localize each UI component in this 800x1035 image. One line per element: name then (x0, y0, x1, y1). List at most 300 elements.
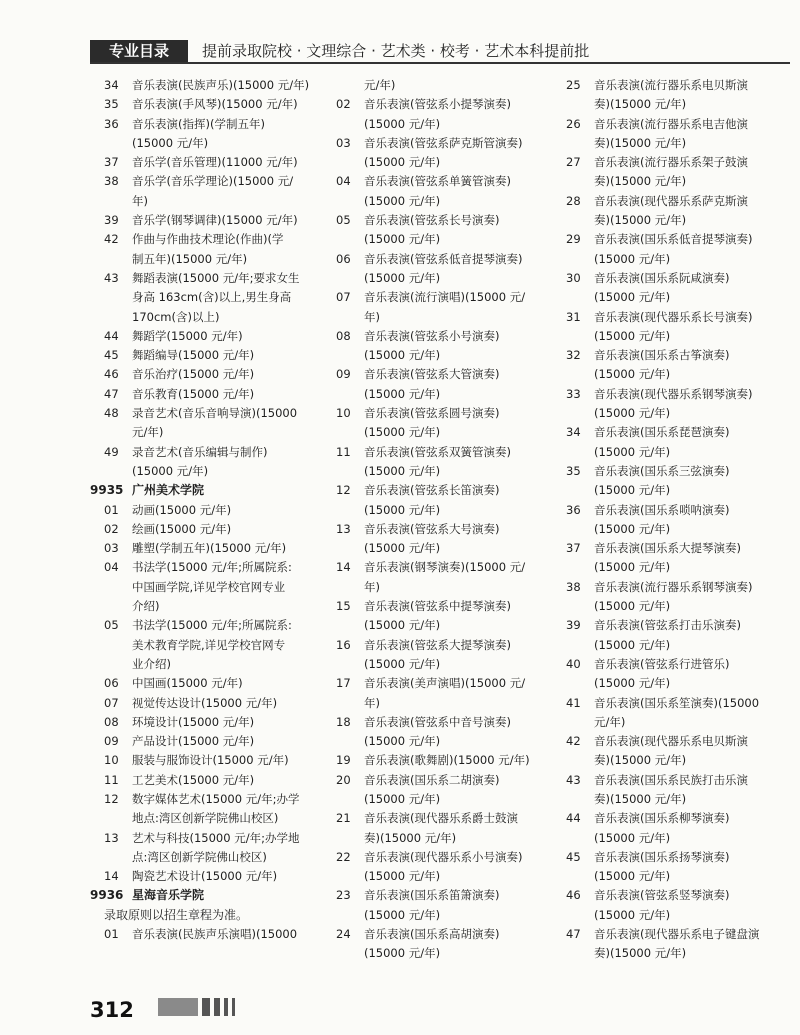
major-text (594, 809, 784, 848)
major-text-line: 音乐表演(国乐系琵琶演奏) (594, 425, 730, 440)
major-text-line: 音乐表演(管弦系大提琴演奏) (364, 637, 511, 652)
major-text-line: 音乐表演(管弦系行进管乐) (594, 656, 730, 671)
major-code: 31 (566, 309, 581, 324)
major-code: 35 (104, 97, 119, 112)
page-number: 312 (90, 998, 134, 1022)
major-text-line: 音乐表演(歌舞剧)(15000 元/年) (364, 753, 530, 768)
major-text-line: 音乐表演(指挥)(学制五年) (132, 116, 265, 131)
major-entry (336, 886, 554, 925)
major-entry (566, 809, 784, 848)
major-text (132, 674, 326, 693)
major-code: 10 (104, 753, 119, 768)
major-entry (104, 443, 326, 482)
major-text-line: 音乐表演(管弦系小提琴演奏) (364, 97, 511, 112)
major-text (132, 443, 326, 482)
major-text-line: 点:湾区创新学院佛山校区) (132, 849, 267, 864)
major-text (594, 694, 784, 733)
major-text-line: (15000 元/年) (594, 637, 671, 652)
major-entry (336, 365, 554, 404)
major-text-line: 奏)(15000 元/年) (594, 791, 687, 806)
major-text-line: 音乐表演(管弦系打击乐演奏) (594, 618, 741, 633)
major-text-line: 音乐表演(手风琴)(15000 元/年) (132, 97, 298, 112)
major-text (364, 520, 554, 559)
major-text (364, 443, 554, 482)
major-code: 38 (566, 579, 581, 594)
major-code: 16 (336, 637, 351, 652)
major-text (364, 597, 554, 636)
major-text (364, 674, 554, 713)
major-text (132, 76, 326, 95)
major-text-line: 元/年) (594, 714, 626, 729)
institution-heading (90, 481, 326, 500)
major-text-line: 音乐表演(现代器乐系爵士鼓演 (364, 811, 518, 826)
major-entry (336, 751, 554, 770)
major-text (364, 365, 554, 404)
major-text-line: 音乐表演(管弦系大管演奏) (364, 367, 500, 382)
major-code: 49 (104, 444, 119, 459)
major-entry (566, 192, 784, 231)
major-text-line: 音乐表演(民族声乐演唱)(15000 (132, 927, 298, 942)
major-text-line: 绘画(15000 元/年) (132, 521, 232, 536)
major-text (594, 578, 784, 617)
major-text (132, 269, 326, 327)
major-text-line: 音乐表演(国乐系阮咸演奏) (594, 270, 730, 285)
footer-bar (202, 998, 210, 1016)
major-text (132, 694, 326, 713)
major-entry (104, 404, 326, 443)
major-code: 47 (104, 386, 119, 401)
major-code: 43 (104, 270, 119, 285)
major-text-line: (15000 元/年) (594, 521, 671, 536)
major-text-line: (15000 元/年) (364, 155, 441, 170)
major-text-line: 环境设计(15000 元/年) (132, 714, 255, 729)
major-code: 36 (104, 116, 119, 131)
major-text (594, 192, 784, 231)
major-text-line: 美术教育学院,详见学校官网专 (132, 637, 286, 652)
major-text-line: (15000 元/年) (364, 348, 441, 363)
major-text-line: 音乐表演(流行器乐系电吉他演 (594, 116, 748, 131)
major-text-line: (15000 元/年) (594, 676, 671, 691)
institution-name: 广州美术学院 (132, 483, 205, 498)
major-code: 15 (336, 599, 351, 614)
major-text-line: 170cm(含)以上) (132, 309, 220, 324)
major-code: 12 (104, 791, 119, 806)
major-text-line: 音乐表演(现代器乐系电贝斯演 (594, 734, 748, 749)
major-code: 17 (336, 676, 351, 691)
major-text (594, 346, 784, 385)
major-code: 01 (104, 502, 119, 517)
major-text-line: 音乐表演(国乐系大提琴演奏) (594, 541, 741, 556)
major-text-line: 制五年)(15000 元/年) (132, 251, 248, 266)
major-entry (104, 501, 326, 520)
major-code: 46 (104, 367, 119, 382)
major-entry (336, 771, 554, 810)
major-text-line: (15000 元/年) (364, 463, 441, 478)
major-text (364, 636, 554, 675)
major-code: 04 (104, 560, 119, 575)
major-code: 41 (566, 695, 581, 710)
major-text-line: 录音艺术(音乐编辑与制作) (132, 444, 268, 459)
major-text-line: 音乐学(音乐学理论)(15000 元/ (132, 174, 294, 189)
major-text (594, 616, 784, 655)
major-text-line: 音乐表演(流行演唱)(15000 元/ (364, 290, 526, 305)
major-text-line: 音乐表演(管弦系长号演奏) (364, 213, 500, 228)
major-text (132, 153, 326, 172)
major-text-line: (15000 元/年) (364, 232, 441, 247)
major-text-line: 艺术与科技(15000 元/年;办学地 (132, 830, 300, 845)
major-entry (336, 713, 554, 752)
major-entry (104, 713, 326, 732)
major-text-line: (15000 元/年) (594, 444, 671, 459)
major-text (132, 501, 326, 520)
major-entry (336, 597, 554, 636)
major-text (132, 520, 326, 539)
major-code: 25 (566, 78, 581, 92)
major-text-line: 中国画(15000 元/年) (132, 676, 243, 691)
page-header (90, 40, 790, 62)
major-text (132, 771, 326, 790)
major-code: 06 (104, 676, 119, 691)
major-text-line: (15000 元/年) (364, 270, 441, 285)
major-text-line: 音乐表演(国乐系笙演奏)(15000 (594, 695, 760, 710)
major-entry (566, 230, 784, 269)
major-text-line: 音乐学(音乐管理)(11000 元/年) (132, 155, 298, 170)
major-text-line: 工艺美术(15000 元/年) (132, 772, 255, 787)
major-text-line: 音乐表演(国乐系三弦演奏) (594, 463, 730, 478)
major-code: 08 (104, 714, 119, 729)
major-text-line: 元/年) (132, 425, 164, 440)
major-text (594, 886, 784, 925)
header-rule (90, 62, 790, 64)
major-text (594, 115, 784, 154)
major-code: 04 (336, 174, 351, 189)
major-text-line: (15000 元/年) (594, 830, 671, 845)
major-text-line: 奏)(15000 元/年) (594, 753, 687, 768)
major-entry (336, 211, 554, 250)
major-text-line: 音乐表演(管弦系中音号演奏) (364, 714, 511, 729)
major-entry (566, 76, 784, 115)
major-entry (104, 76, 326, 95)
major-entry (104, 790, 326, 829)
major-text-line: (15000 元/年) (594, 251, 671, 266)
major-entry (104, 269, 326, 327)
major-text-line: 年) (364, 579, 380, 594)
admission-note: 录取原则以招生章程为准。 (104, 907, 249, 922)
major-entry (104, 925, 326, 944)
major-text (364, 250, 554, 289)
major-text-line: 音乐表演(流行器乐系电贝斯演 (594, 78, 748, 92)
major-code: 14 (104, 869, 119, 884)
major-text-line: 音乐表演(管弦系萨克斯管演奏) (364, 135, 523, 150)
section-tag: 专业目录 (90, 40, 188, 62)
major-entry (566, 771, 784, 810)
major-text-line: (15000 元/年) (364, 907, 441, 922)
major-text-line: 音乐表演(管弦系圆号演奏) (364, 406, 500, 421)
major-text (132, 790, 326, 829)
major-entry (336, 134, 554, 173)
major-code: 13 (104, 830, 119, 845)
major-text-line: 音乐表演(管弦系竖琴演奏) (594, 888, 730, 903)
major-code: 37 (566, 541, 581, 556)
major-code: 44 (566, 811, 581, 826)
major-entry (566, 308, 784, 347)
major-text-line: 音乐表演(管弦系中提琴演奏) (364, 599, 511, 614)
major-entry (104, 616, 326, 674)
major-text-line: 地点:湾区创新学院佛山校区) (132, 811, 279, 826)
major-entry (566, 385, 784, 424)
major-text (132, 346, 326, 365)
major-text (594, 269, 784, 308)
major-text-line: 音乐表演(国乐系笛箫演奏) (364, 888, 500, 903)
page-footer (90, 996, 790, 1026)
major-code: 46 (566, 888, 581, 903)
major-code: 45 (566, 849, 581, 864)
major-text-line: (15000 元/年) (594, 367, 671, 382)
major-text (594, 230, 784, 269)
major-entry (336, 636, 554, 675)
major-entry (566, 694, 784, 733)
major-entry (336, 674, 554, 713)
major-code: 39 (566, 618, 581, 633)
major-text-line: 音乐表演(国乐系古筝演奏) (594, 348, 730, 363)
major-code: 09 (336, 367, 351, 382)
major-text (364, 886, 554, 925)
major-entry (566, 153, 784, 192)
major-code: 28 (566, 193, 581, 208)
major-text-line: 奏)(15000 元/年) (594, 135, 687, 150)
major-text (364, 288, 554, 327)
major-code: 37 (104, 155, 119, 170)
major-code: 40 (566, 656, 581, 671)
major-text-line: 音乐表演(国乐系二胡演奏) (364, 772, 500, 787)
major-text (132, 539, 326, 558)
major-text-line: (15000 元/年) (594, 869, 671, 884)
major-text-line: (15000 元/年) (594, 560, 671, 575)
major-text-line: 音乐表演(钢琴演奏)(15000 元/ (364, 560, 526, 575)
major-text-line: (15000 元/年) (364, 386, 441, 401)
major-code: 24 (336, 927, 351, 942)
major-code: 39 (104, 213, 119, 228)
major-entry (566, 115, 784, 154)
major-code: 34 (104, 78, 119, 92)
major-text-line: (15000 元/年) (364, 193, 441, 208)
major-code: 45 (104, 348, 119, 363)
major-text-line: (15000 元/年) (594, 290, 671, 305)
major-text (594, 925, 784, 964)
major-entry (336, 443, 554, 482)
major-text-line: 音乐表演(管弦系低音提琴演奏) (364, 251, 523, 266)
major-text (132, 172, 326, 211)
major-entry (104, 694, 326, 713)
major-text (364, 481, 554, 520)
major-text-line: (15000 元/年) (594, 328, 671, 343)
major-entry (566, 925, 784, 964)
major-text-line: 舞蹈表演(15000 元/年;要求女生 (132, 270, 300, 285)
major-text-line: (15000 元/年) (364, 946, 441, 961)
major-code: 09 (104, 734, 119, 749)
major-text-line: 音乐表演(现代器乐系小号演奏) (364, 849, 523, 864)
major-text-line: 音乐表演(现代器乐系萨克斯演 (594, 193, 748, 208)
institution-code: 9936 (90, 888, 124, 903)
column-1 (90, 76, 326, 944)
major-text-line: 音乐教育(15000 元/年) (132, 386, 255, 401)
major-text-line: 音乐表演(国乐系高胡演奏) (364, 927, 500, 942)
major-text-line: 作曲与作曲技术理论(作曲)(学 (132, 232, 284, 247)
major-code: 18 (336, 714, 351, 729)
major-entry (566, 578, 784, 617)
major-code: 35 (566, 463, 581, 478)
major-text-line: 年) (364, 695, 380, 710)
major-text-line: (15000 元/年) (594, 406, 671, 421)
major-code: 42 (104, 232, 119, 247)
major-code: 21 (336, 811, 351, 826)
major-text (132, 365, 326, 384)
header-title: 提前录取院校 · 文理综合 · 艺术类 · 校考 · 艺术本科提前批 (202, 42, 590, 60)
major-text-line: 音乐学(钢琴调律)(15000 元/年) (132, 213, 298, 228)
major-entry (104, 327, 326, 346)
major-text-line: 音乐表演(民族声乐)(15000 元/年) (132, 78, 310, 92)
major-text-line: (15000 元/年) (364, 734, 441, 749)
major-code: 33 (566, 386, 581, 401)
major-text (364, 925, 554, 964)
major-text (594, 462, 784, 501)
major-code: 07 (336, 290, 351, 305)
major-text-line: 音乐表演(现代器乐系电子键盘演 (594, 927, 760, 942)
major-text (364, 211, 554, 250)
major-entry (104, 771, 326, 790)
major-entry (104, 829, 326, 868)
major-text-line: (15000 元/年) (364, 791, 441, 806)
major-text-line: (15000 元/年) (132, 135, 209, 150)
major-code: 05 (104, 618, 119, 633)
major-text-line: 介绍) (132, 599, 160, 614)
major-code: 22 (336, 849, 351, 864)
major-text (364, 134, 554, 173)
major-entry (104, 115, 326, 154)
major-code: 13 (336, 521, 351, 536)
major-text-line: 奏)(15000 元/年) (594, 97, 687, 112)
major-entry (104, 95, 326, 114)
major-code: 03 (104, 541, 119, 556)
major-entry (104, 520, 326, 539)
major-text-line: 音乐表演(管弦系双簧管演奏) (364, 444, 511, 459)
major-code: 43 (566, 772, 581, 787)
major-text (594, 539, 784, 578)
major-code: 05 (336, 213, 351, 228)
major-text (132, 115, 326, 154)
major-entry (104, 732, 326, 751)
major-text-line: 年) (132, 193, 148, 208)
major-text (364, 751, 554, 770)
institution-heading (90, 886, 326, 905)
major-code: 10 (336, 406, 351, 421)
major-text-line: (15000 元/年) (364, 541, 441, 556)
major-code: 20 (336, 772, 351, 787)
entry-continuation: 元/年) (364, 78, 396, 92)
major-code: 36 (566, 502, 581, 517)
major-text-line: 音乐治疗(15000 元/年) (132, 367, 255, 382)
major-entry (336, 172, 554, 211)
major-entry (566, 462, 784, 501)
major-code: 06 (336, 251, 351, 266)
major-text (364, 172, 554, 211)
major-text (594, 308, 784, 347)
major-entry (104, 230, 326, 269)
major-text (364, 404, 554, 443)
major-text (132, 404, 326, 443)
major-entry (104, 674, 326, 693)
major-entry (336, 404, 554, 443)
major-text-line: 音乐表演(国乐系柳琴演奏) (594, 811, 730, 826)
major-entry (104, 153, 326, 172)
major-entry (104, 751, 326, 770)
major-entry (566, 616, 784, 655)
major-text (132, 713, 326, 732)
major-code: 02 (336, 97, 351, 112)
major-text-line: (15000 元/年) (364, 116, 441, 131)
major-text-line: 陶瓷艺术设计(15000 元/年) (132, 869, 278, 884)
major-text-line: 舞蹈学(15000 元/年) (132, 328, 243, 343)
major-entry (104, 558, 326, 616)
major-text-line: 音乐表演(国乐系低音提琴演奏) (594, 232, 753, 247)
major-text (364, 771, 554, 810)
major-text-line: 业介绍) (132, 656, 171, 671)
major-text-line: (15000 元/年) (594, 599, 671, 614)
major-text-line: 音乐表演(管弦系单簧管演奏) (364, 174, 511, 189)
major-code: 47 (566, 927, 581, 942)
major-text (132, 751, 326, 770)
major-entry (336, 520, 554, 559)
major-code: 12 (336, 483, 351, 498)
major-entry (104, 539, 326, 558)
footer-bar (224, 998, 228, 1016)
major-text (132, 616, 326, 674)
major-text (132, 558, 326, 616)
major-entry (566, 886, 784, 925)
major-code: 01 (104, 927, 119, 942)
major-text (132, 385, 326, 404)
major-text (364, 809, 554, 848)
major-code: 29 (566, 232, 581, 247)
major-text (594, 385, 784, 424)
major-code: 02 (104, 521, 119, 536)
major-text (364, 327, 554, 366)
major-text (594, 153, 784, 192)
major-code: 26 (566, 116, 581, 131)
major-text-line: 音乐表演(美声演唱)(15000 元/ (364, 676, 526, 691)
major-text-line: 奏)(15000 元/年) (594, 946, 687, 961)
major-code: 14 (336, 560, 351, 575)
major-entry (104, 346, 326, 365)
major-text-line: 书法学(15000 元/年;所属院系: (132, 560, 292, 575)
major-text-line: 身高 163cm(含)以上,男生身高 (132, 290, 292, 305)
major-code: 19 (336, 753, 351, 768)
major-text (594, 732, 784, 771)
major-code: 11 (336, 444, 351, 459)
major-text-line: 奏)(15000 元/年) (364, 830, 457, 845)
major-entry (336, 95, 554, 134)
column-3 (566, 76, 784, 964)
major-entry (104, 867, 326, 886)
major-text-line: 音乐表演(国乐系唢呐演奏) (594, 502, 730, 517)
footer-bar (158, 998, 198, 1016)
major-text (594, 848, 784, 887)
major-text-line: 音乐表演(管弦系小号演奏) (364, 328, 500, 343)
major-entry (336, 809, 554, 848)
footer-bar (214, 998, 220, 1016)
major-text (594, 423, 784, 462)
major-text-line: (15000 元/年) (594, 907, 671, 922)
